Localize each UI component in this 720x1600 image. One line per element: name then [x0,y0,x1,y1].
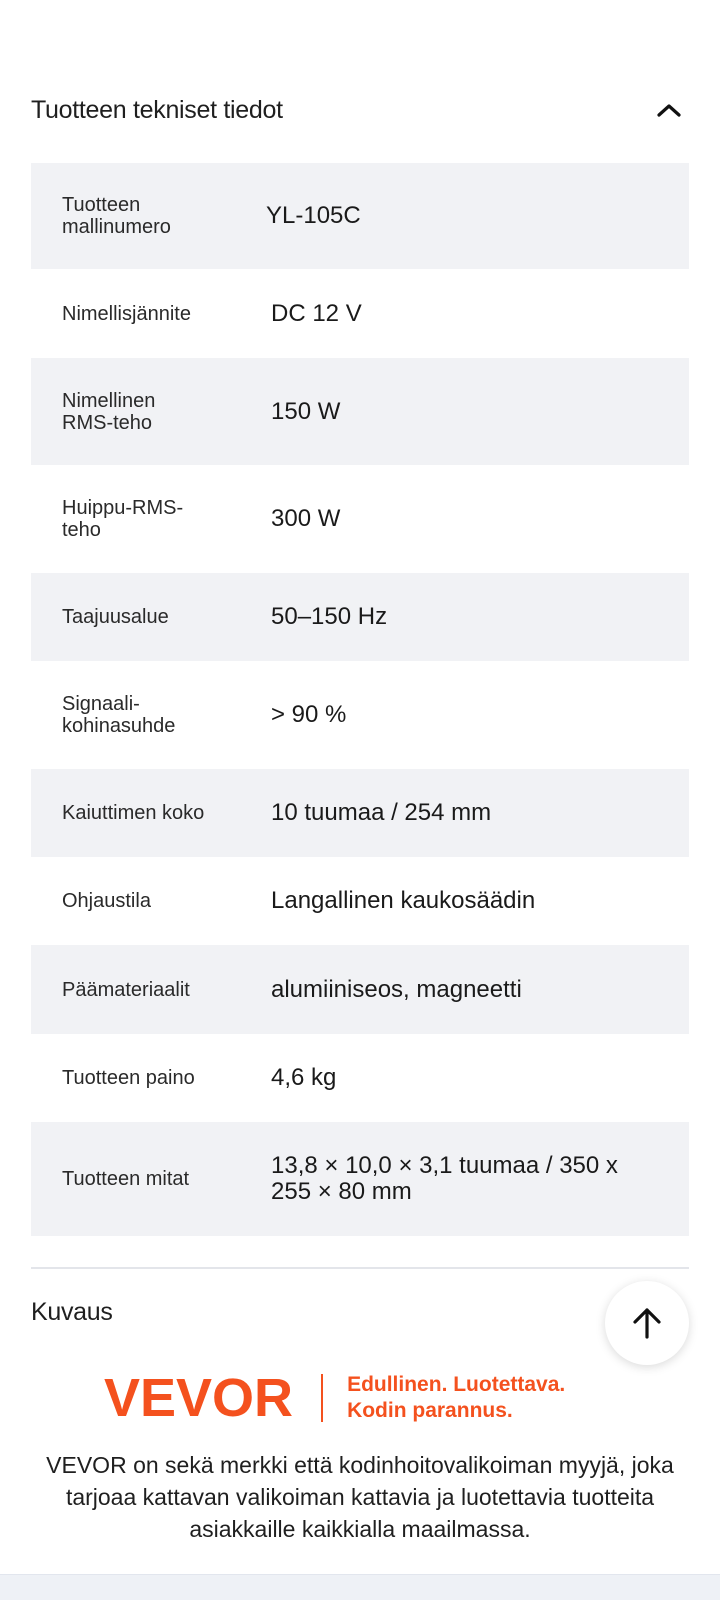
spec-row [31,573,689,661]
spec-value: 150 W [271,397,341,425]
scroll-to-top-button[interactable] [605,1281,689,1365]
slogan-line: Kodin parannus. [347,1399,513,1422]
spec-value: 13,8 × 10,0 × 3,1 tuumaa / 350 x 255 × 80 mm [271,1152,618,1205]
spec-label: Ohjaustila [62,890,151,912]
spec-row [31,163,689,269]
spec-label: Tuotteen paino [62,1067,195,1089]
spec-value: DC 12 V [271,299,362,327]
arrow-up-icon [630,1306,664,1340]
spec-value: alumiiniseos, magneetti [271,975,522,1003]
specs-title: Tuotteen tekniset tiedot [31,95,283,124]
brand-slogan [347,1372,565,1424]
spec-value: 300 W [271,505,341,532]
spec-row [31,1122,689,1236]
spec-row [31,358,689,465]
brand-banner [104,1368,565,1428]
bottom-bar [0,1574,720,1600]
spec-row [31,1034,689,1122]
spec-label: Nimellinen RMS-teho [62,389,156,434]
spec-value: Langallinen kaukosäädin [271,887,536,914]
description-title[interactable]: Kuvaus [31,1298,113,1326]
spec-row [31,661,689,769]
spec-label: Päämateriaalit [62,978,190,1001]
specs-table [31,163,689,1236]
spec-row [31,465,689,573]
spec-value: 50–150 Hz [271,603,388,630]
spec-row [31,769,689,857]
spec-row [31,945,689,1034]
spec-value: 10 tuumaa / 254 mm [271,799,492,826]
spec-label: Nimellisjännite [62,302,191,325]
spec-row [31,269,689,358]
slogan-line: Edullinen. Luotettava. [347,1373,566,1396]
spec-value: > 90 % [271,701,347,728]
description-text: VEVOR on sekä merkki että kodinhoitovalikoiman myyjä, joka tarjoaa kattavan valikoiman kattavia ja luotettavia tuotteita asiakkaille kaikkialla maailmassa. [46,1452,674,1542]
collapse-button[interactable] [649,90,689,130]
spec-label: Tuotteen mallinumero [62,194,171,238]
chevron-up-icon [657,103,681,117]
spec-label: Taajuusalue [62,606,169,628]
spec-value: 4,6 kg [271,1064,337,1091]
spec-row [31,857,689,945]
vevor-logo: VEVOR [104,1368,294,1428]
brand-separator [321,1374,323,1422]
spec-label: Kaiuttimen koko [62,802,205,824]
specs-section-header[interactable] [31,80,689,140]
spec-label: Signaali-kohinasuhde [62,693,176,737]
section-divider [31,1267,689,1269]
spec-label: Tuotteen mitat [62,1168,190,1190]
spec-value: YL-105C [266,202,361,229]
spec-label: Huippu-RMS-teho [62,497,184,541]
